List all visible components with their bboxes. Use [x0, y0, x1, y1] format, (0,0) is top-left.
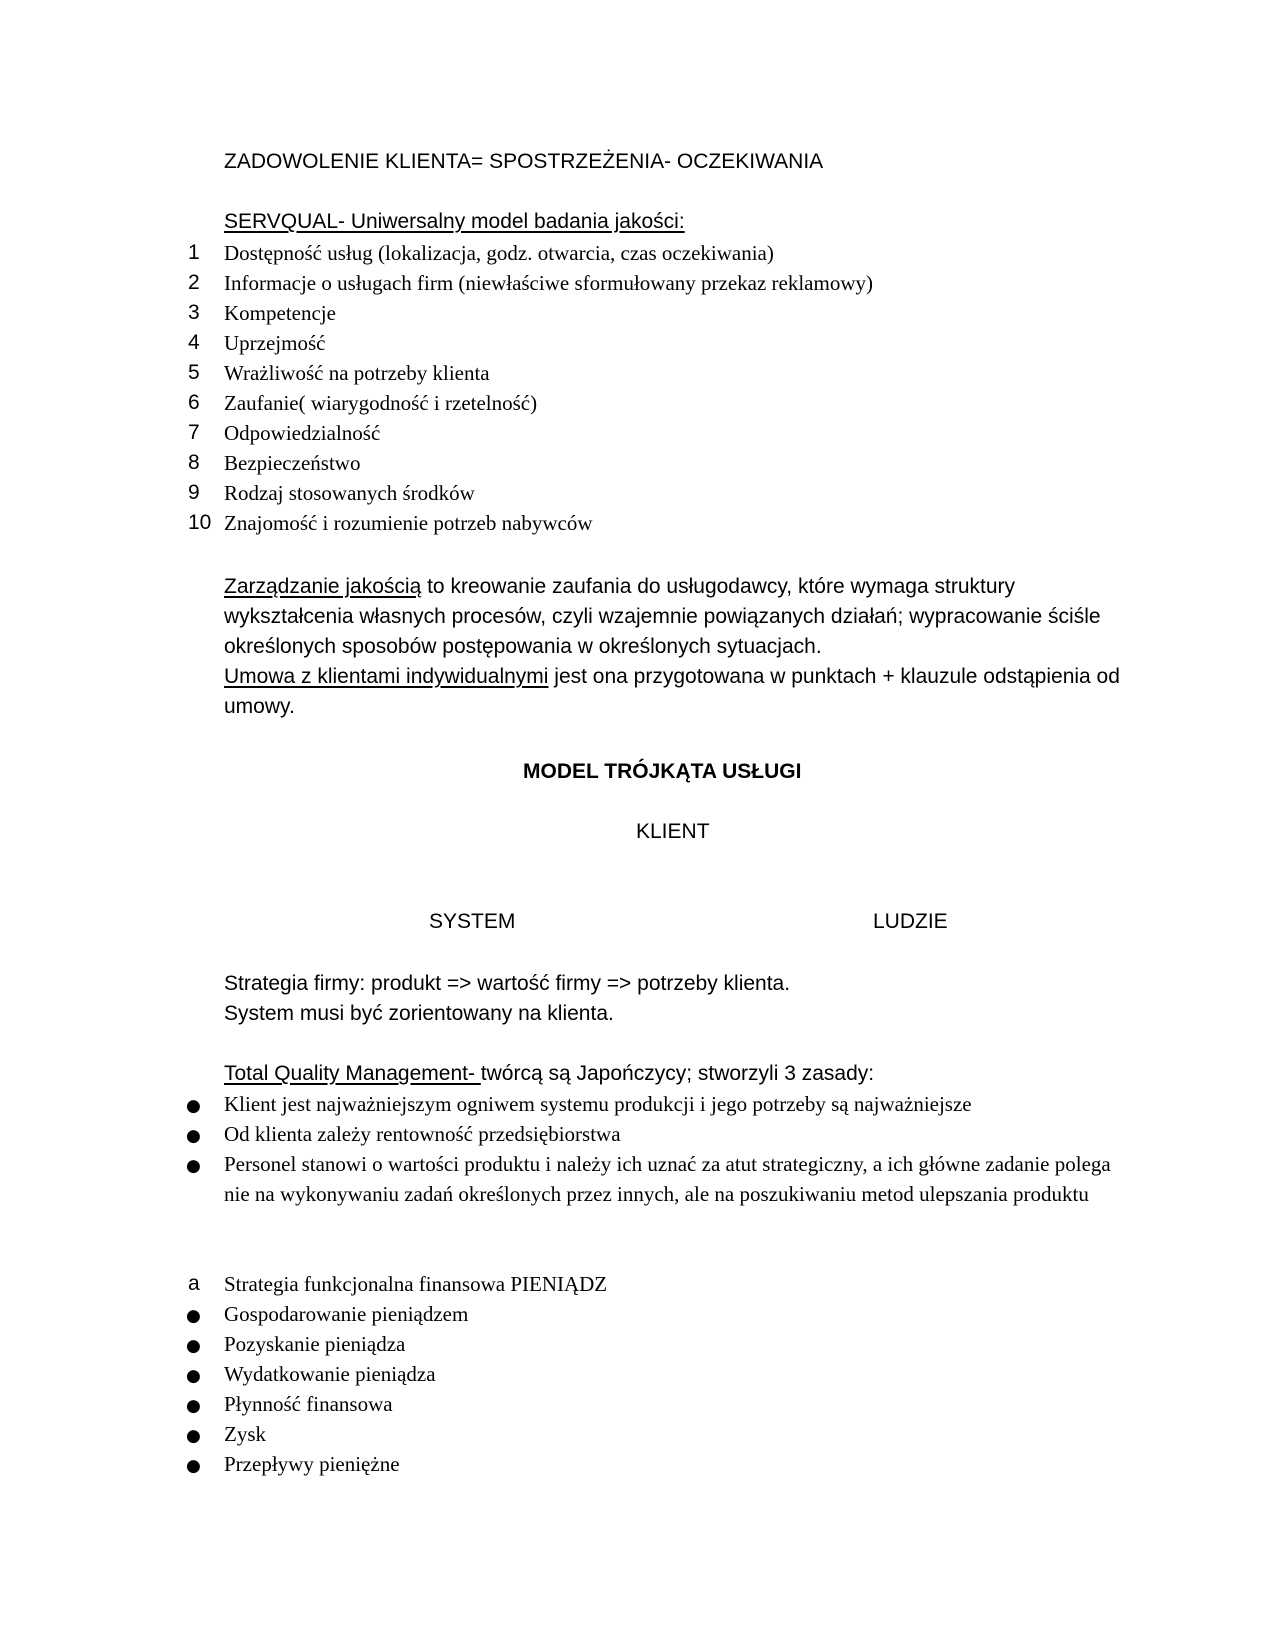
strategy-line-2: System musi być zorientowany na klienta. [224, 1002, 614, 1025]
list-item-text: Kompetencje [224, 301, 336, 325]
list-number: 5 [188, 361, 200, 384]
bullet-icon: ● [186, 1366, 201, 1386]
finance-list-item: Pozyskanie pieniądza [224, 1332, 406, 1356]
finance-marker: a [188, 1272, 200, 1295]
tqm-list-item: Personel stanowi o wartości produktu i należy ich uznać za atut strategiczny, a ich główne zadanie polega nie na wykonywaniu zadań określonych przez innych, ale na poszukiwaniu metod ulepszania produktu [224, 1152, 1111, 1206]
triangle-top-label: KLIENT [636, 820, 710, 843]
list-item-text: Bezpieczeństwo [224, 451, 361, 475]
list-item-text: Dostępność usług (lokalizacja, godz. otwarcia, czas oczekiwania) [224, 241, 774, 265]
tqm-term: Total Quality Management- [224, 1062, 481, 1085]
list-item-text: Informacje o usługach firm (niewłaściwe sformułowany przekaz reklamowy) [224, 271, 874, 295]
finance-list-item: Przepływy pieniężne [224, 1452, 400, 1476]
list-item-text: Znajomość i rozumienie potrzeb nabywców [224, 511, 593, 535]
finance-title: Strategia funkcjonalna finansowa PIENIĄDZ [224, 1272, 608, 1296]
finance-list-item: Gospodarowanie pieniądzem [224, 1302, 469, 1326]
list-number: 2 [188, 271, 200, 294]
triangle-title: MODEL TRÓJKĄTA USŁUGI [523, 760, 802, 783]
list-number: 3 [188, 301, 200, 324]
list-item-text: Rodzaj stosowanych środków [224, 481, 475, 505]
bullet-icon: ● [186, 1156, 201, 1176]
list-number: 7 [188, 421, 200, 444]
bullet-icon: ● [186, 1396, 201, 1416]
bullet-icon: ● [186, 1126, 201, 1146]
quality-management-text: to kreowanie zaufania do usługodawcy, które wymaga struktury wykształcenia własnych procesów, czyli wzajemnie powiązanych działań; wypracowanie ściśle określonych sposobów postępowania w określonych sytuacjach. [224, 575, 1101, 658]
list-item-text: Zaufanie( wiarygodność i rzetelność) [224, 391, 538, 415]
list-item-text: Uprzejmość [224, 331, 326, 355]
finance-list-item: Wydatkowanie pieniądza [224, 1362, 436, 1386]
tqm-heading [224, 1062, 874, 1086]
list-item-text: Wrażliwość na potrzeby klienta [224, 361, 490, 385]
list-item-text: Odpowiedzialność [224, 421, 381, 445]
tqm-list-item: Klient jest najważniejszym ogniwem systemu produkcji i jego potrzeby są najważniejsze [224, 1092, 972, 1116]
list-number: 4 [188, 331, 200, 354]
list-number: 9 [188, 481, 200, 504]
bullet-icon: ● [186, 1096, 201, 1116]
finance-list-item: Zysk [224, 1422, 266, 1446]
bullet-icon: ● [186, 1456, 201, 1476]
list-number: 6 [188, 391, 200, 414]
bullet-icon: ● [186, 1306, 201, 1326]
list-number: 1 [188, 241, 200, 264]
tqm-text: twórcą są Japończycy; stworzyli 3 zasady: [480, 1062, 875, 1085]
strategy-line-1: Strategia firmy: produkt => wartość firmy => potrzeby klienta. [224, 972, 791, 995]
heading-formula: ZADOWOLENIE KLIENTA= SPOSTRZEŻENIA- OCZEKIWANIA [224, 150, 824, 173]
list-number: 8 [188, 451, 200, 474]
tqm-list-item: Od klienta zależy rentowność przedsiębiorstwa [224, 1122, 621, 1146]
contract-text: jest ona przygotowana w punktach + klauzule odstąpienia od umowy. [224, 665, 1120, 718]
finance-list-item: Płynność finansowa [224, 1392, 393, 1416]
triangle-right-label: LUDZIE [873, 910, 948, 933]
contract-paragraph [224, 662, 1124, 722]
triangle-left-label: SYSTEM [429, 910, 516, 933]
bullet-icon: ● [186, 1426, 201, 1446]
servqual-title: SERVQUAL- Uniwersalny model badania jakości: [224, 210, 685, 233]
bullet-icon: ● [186, 1336, 201, 1356]
contract-term: Umowa z klientami indywidualnymi [224, 665, 549, 688]
quality-management-term: Zarządzanie jakością [224, 575, 422, 598]
list-number: 10 [188, 511, 212, 534]
quality-management-paragraph [224, 572, 1124, 662]
